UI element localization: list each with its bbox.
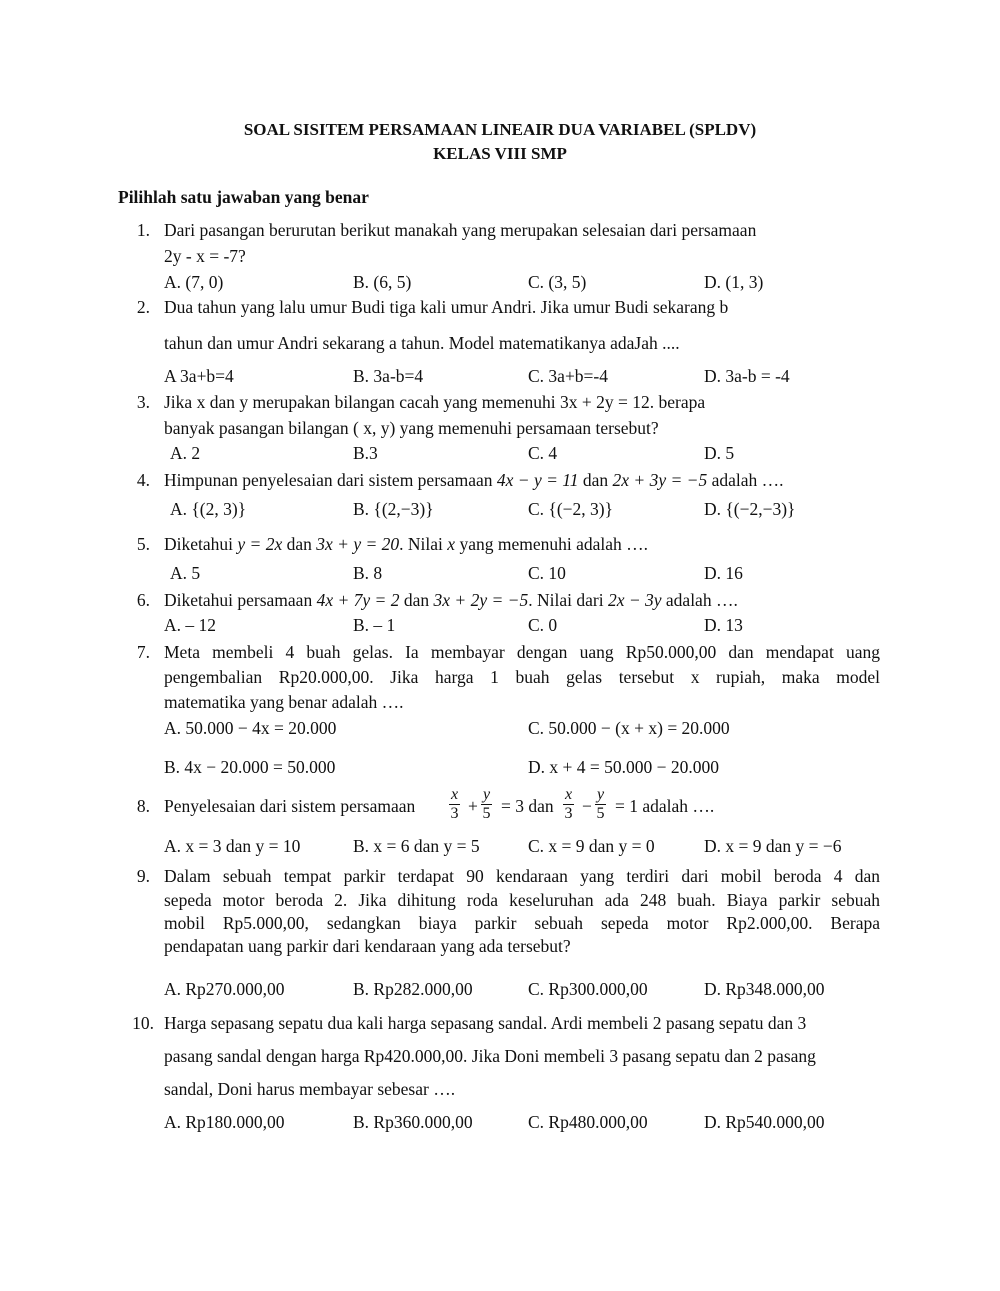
question-text: sepeda motor beroda 2. Jika dihitung roda keseluruhan ada 248 buah. Biaya parkir sebuah — [164, 890, 880, 910]
option-d: D. Rp348.000,00 — [704, 979, 825, 999]
question-number: 9. — [136, 866, 150, 886]
option-b: B. Rp360.000,00 — [353, 1112, 473, 1132]
question-text: pasang sandal dengan harga Rp420.000,00. Jika Doni membeli 3 pasang sepatu dan 2 pasang — [164, 1046, 816, 1066]
fraction: $\frac{y}{5}$ — [482, 786, 491, 822]
option-c: C. Rp480.000,00 — [528, 1112, 648, 1132]
question-text — [164, 534, 648, 555]
option-d: D. 3a-b = -4 — [704, 366, 790, 386]
question-text: pendapatan uang parkir dari kendaraan yang ada tersebut? — [164, 936, 571, 956]
option-b: B. 4x − 20.000 = 50.000 — [164, 757, 336, 777]
fraction: $\frac{x}{3}$ — [450, 786, 459, 822]
question-number: 1. — [136, 220, 150, 240]
equation-3: 2x − 3y — [607, 590, 662, 610]
page-title-line-2: KELAS VIII SMP — [433, 144, 567, 163]
option-b: B. – 1 — [353, 615, 396, 635]
question-text: Meta membeli 4 buah gelas. Ia membayar dengan uang Rp50.000,00 dan mendapat uang — [164, 642, 880, 662]
question-text-part: yang memenuhi adalah …. — [459, 534, 649, 554]
equation-1: y = 2x — [237, 534, 283, 554]
fraction: $\frac{y}{5}$ — [596, 786, 605, 822]
question-text-part: Himpunan penyelesaian dari sistem persamaan — [164, 470, 493, 490]
question-number: 5. — [136, 534, 150, 554]
option-a: A. (7, 0) — [164, 272, 224, 292]
question-text-part: dan — [582, 470, 609, 490]
question-text-part: dan — [286, 534, 312, 554]
question-text: = 1 adalah …. — [615, 796, 715, 816]
question-text-part: Diketahui persamaan — [164, 590, 313, 610]
option-c: C. 0 — [528, 615, 558, 635]
question-text: tahun dan umur Andri sekarang a tahun. Model matematikanya adaJah .... — [164, 333, 680, 353]
question-text: Jika x dan y merupakan bilangan cacah yang memenuhi 3x + 2y = 12. berapa — [164, 392, 706, 412]
option-c: C. 4 — [528, 443, 558, 463]
option-a: A. 5 — [170, 563, 201, 583]
option-c: C. {(−2, 3)} — [528, 499, 613, 519]
question-text — [164, 470, 784, 491]
option-c: C. x = 9 dan y = 0 — [528, 836, 655, 856]
option-d: D. x = 9 dan y = −6 — [704, 836, 842, 856]
option-d: D. Rp540.000,00 — [704, 1112, 825, 1132]
question-number: 6. — [136, 590, 150, 610]
option-b: B. 8 — [353, 563, 383, 583]
option-b: B. {(2,−3)} — [353, 499, 434, 519]
equation-1: 4x + 7y = 2 — [316, 590, 400, 610]
option-c: C. (3, 5) — [528, 272, 587, 292]
option-b: B. x = 6 dan y = 5 — [353, 836, 480, 856]
question-text: Dua tahun yang lalu umur Budi tiga kali umur Andri. Jika umur Budi sekarang b — [164, 297, 729, 317]
option-a: A. – 12 — [164, 615, 217, 635]
option-d: D. 16 — [704, 563, 743, 583]
question-text-part: adalah …. — [665, 590, 738, 610]
equation-2: 3x + 2y = −5 — [433, 590, 529, 610]
minus-sign: − — [582, 796, 592, 816]
option-d: D. 5 — [704, 443, 735, 463]
question-text-part: dan — [403, 590, 430, 610]
option-c: C. 3a+b=-4 — [528, 366, 609, 386]
instruction: Pilihlah satu jawaban yang benar — [118, 187, 369, 207]
question-text: sandal, Doni harus membayar sebesar …. — [164, 1079, 456, 1099]
question-number: 2. — [136, 297, 150, 317]
option-a: A. {(2, 3)} — [170, 499, 247, 519]
question-text-part: Diketahui — [164, 534, 234, 554]
equation-1: 4x − y = 11 — [496, 470, 579, 490]
option-b: B.3 — [353, 443, 378, 463]
option-d: D. 13 — [704, 615, 743, 635]
question-text: = 3 dan — [501, 796, 554, 816]
option-a: A. 50.000 − 4x = 20.000 — [164, 718, 337, 738]
question-number: 8. — [136, 796, 150, 816]
question-text-part: . Nilai — [399, 534, 443, 554]
question-text: Dari pasangan berurutan berikut manakah yang merupakan selesaian dari persamaan — [164, 220, 757, 240]
question-text: mobil Rp5.000,00, sedangkan biaya parkir sebuah sepeda motor Rp2.000,00. Berapa — [164, 913, 880, 933]
question-text: 2y - x = -7? — [164, 246, 246, 266]
option-a: A 3a+b=4 — [164, 366, 234, 386]
equation-2: 2x + 3y = −5 — [612, 470, 708, 490]
option-d: D. (1, 3) — [704, 272, 764, 292]
question-number: 10. — [132, 1013, 154, 1033]
question-text: Penyelesaian dari sistem persamaan — [164, 796, 416, 816]
question-text: matematika yang benar adalah …. — [164, 692, 404, 712]
question-text-part: adalah …. — [711, 470, 784, 490]
option-b: B. Rp282.000,00 — [353, 979, 473, 999]
option-c: C. 10 — [528, 563, 566, 583]
option-a: A. Rp270.000,00 — [164, 979, 285, 999]
fraction: $\frac{x}{3}$ — [564, 786, 573, 822]
option-c: C. 50.000 − (x + x) = 20.000 — [528, 718, 730, 738]
option-c: C. Rp300.000,00 — [528, 979, 648, 999]
page-title-line-1: SOAL SISITEM PERSAMAAN LINEAIR DUA VARIABEL (SPLDV) — [243, 120, 757, 139]
option-d: D. x + 4 = 50.000 − 20.000 — [528, 757, 719, 777]
option-d: D. {(−2,−3)} — [704, 499, 796, 519]
option-a: A. 2 — [170, 443, 201, 463]
question-text: Dalam sebuah tempat parkir terdapat 90 kendaraan yang terdiri dari mobil beroda 4 dan — [164, 866, 880, 886]
option-b: B. 3a-b=4 — [353, 366, 424, 386]
option-b: B. (6, 5) — [353, 272, 412, 292]
plus-sign: + — [468, 796, 478, 816]
question-number: 3. — [136, 392, 150, 412]
question-text: Harga sepasang sepatu dua kali harga sepasang sandal. Ardi membeli 2 pasang sepatu dan 3 — [164, 1013, 807, 1033]
question-text: banyak pasangan bilangan ( x, y) yang memenuhi persamaan tersebut? — [164, 418, 659, 438]
variable: x — [447, 534, 456, 554]
question-number: 7. — [136, 642, 150, 662]
question-number: 4. — [136, 470, 150, 490]
equation-2: 3x + y = 20 — [316, 534, 400, 554]
option-a: A. x = 3 dan y = 10 — [164, 836, 301, 856]
option-a: A. Rp180.000,00 — [164, 1112, 285, 1132]
question-text — [164, 590, 738, 611]
question-text: pengembalian Rp20.000,00. Jika harga 1 buah gelas tersebut x rupiah, maka model — [164, 667, 880, 687]
question-text-part: . Nilai dari — [528, 590, 604, 610]
